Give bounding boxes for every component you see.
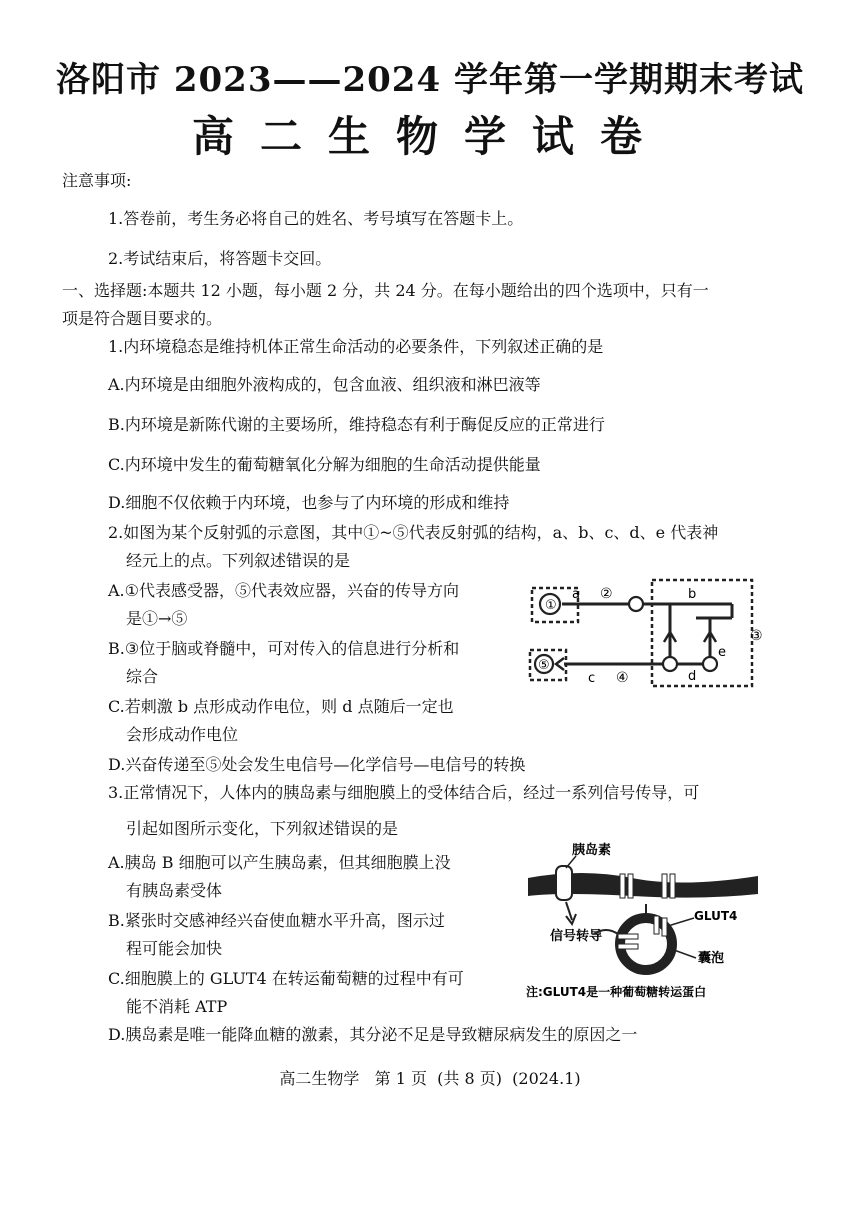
- signal-label: 信号转导: [550, 929, 603, 944]
- glut4-pointer: [668, 918, 694, 926]
- q2-option-b-cont: 综合: [126, 667, 159, 686]
- q2-option-c-cont: 会形成动作电位: [126, 725, 239, 744]
- afferent-ganglion: [629, 597, 643, 611]
- q3-option-a-cont: 有胰岛素受体: [126, 881, 223, 900]
- synapse-node-2: [703, 657, 717, 671]
- q3-option-b: B.紧张时交感神经兴奋使血糖水平升高，图示过: [108, 911, 445, 930]
- label-d: d: [688, 669, 697, 684]
- q3-option-a: A.胰岛 B 细胞可以产生胰岛素，但其细胞膜上没: [108, 853, 451, 872]
- q3-option-b-cont: 程可能会加快: [126, 939, 223, 958]
- figure-note: 注:GLUT4是一种葡萄糖转运蛋白: [526, 985, 707, 999]
- label-b: b: [688, 587, 697, 602]
- q1-option-b: B.内环境是新陈代谢的主要场所，维持稳态有利于酶促反应的正常进行: [108, 415, 605, 434]
- insulin-pointer: [566, 856, 576, 868]
- insulin-receptor: [556, 866, 572, 900]
- label-5: ⑤: [538, 658, 550, 673]
- label-a: a: [572, 587, 580, 602]
- note-item-2: 2.考试结束后，将答题卡交回。: [108, 249, 332, 268]
- vesicle-pointer: [674, 950, 696, 958]
- section-intro: 一、选择题:本题共 12 小题，每小题 2 分，共 24 分。在每小题给出的四个选项中，只有一: [62, 281, 709, 300]
- q1-option-c: C.内环境中发生的葡萄糖氧化分解为细胞的生命活动提供能量: [108, 455, 541, 474]
- glut4-membrane-2: [662, 874, 667, 898]
- label-4: ④: [616, 670, 629, 686]
- synapse-node-1: [663, 657, 677, 671]
- label-3: ③: [750, 628, 763, 644]
- q2-stem-cont: 经元上的点。下列叙述错误的是: [126, 551, 351, 570]
- glut4-vesicle-1: [618, 934, 638, 939]
- q2-option-b: B.③位于脑或脊髓中，可对传入的信息进行分析和: [108, 639, 460, 658]
- glut4-membrane-2b: [670, 874, 675, 898]
- notes-heading: 注意事项:: [62, 171, 132, 190]
- glut4-vesicle-2: [654, 916, 659, 934]
- section-intro-cont: 项是符合题目要求的。: [62, 309, 223, 328]
- reflex-arc-figure: [520, 574, 770, 696]
- vesicle-label: 囊泡: [698, 951, 725, 966]
- q1-option-a: A.内环境是由细胞外液构成的，包含血液、组织液和淋巴液等: [108, 375, 541, 394]
- glut4-membrane-1b: [628, 874, 633, 898]
- q3-stem-cont: 引起如图所示变化，下列叙述错误的是: [126, 819, 399, 838]
- q2-option-d: D.兴奋传递至⑤处会发生电信号—化学信号—电信号的转换: [108, 755, 526, 774]
- page-footer: 高二生物学 第 1 页 (共 8 页) (2024.1): [279, 1069, 581, 1088]
- glut4-vesicle-1b: [618, 944, 638, 949]
- exam-subtitle: 高二生物学试卷: [191, 112, 668, 161]
- q1-stem: 1.内环境稳态是维持机体正常生命活动的必要条件，下列叙述正确的是: [108, 337, 604, 356]
- q2-option-a-cont: 是①→⑤: [126, 609, 188, 628]
- exam-title: 洛阳市 2023——2024 学年第一学期期末考试: [56, 60, 804, 100]
- label-e: e: [718, 645, 726, 660]
- insulin-label: 胰岛素: [572, 843, 612, 858]
- effector-terminal: [556, 658, 564, 670]
- q2-option-c: C.若刺激 b 点形成动作电位，则 d 点随后一定也: [108, 697, 454, 716]
- q1-option-d: D.细胞不仅依赖于内环境，也参与了内环境的形成和维持: [108, 493, 510, 512]
- q3-option-c: C.细胞膜上的 GLUT4 在转运葡萄糖的过程中有可: [108, 969, 464, 988]
- label-1: ①: [545, 598, 557, 613]
- q3-option-d: D.胰岛素是唯一能降血糖的激素，其分泌不足是导致糖尿病发生的原因之一: [108, 1025, 638, 1044]
- q2-option-a: A.①代表感受器，⑤代表效应器，兴奋的传导方向: [108, 581, 459, 600]
- glut4-label: GLUT4: [694, 909, 738, 923]
- q3-stem: 3.正常情况下，人体内的胰岛素与细胞膜上的受体结合后，经过一系列信号传导，可: [108, 783, 700, 802]
- note-item-1: 1.答卷前，考生务必将自己的姓名、考号填写在答题卡上。: [108, 209, 524, 228]
- q3-option-c-cont: 能不消耗 ATP: [126, 997, 228, 1016]
- label-2: ②: [600, 586, 613, 602]
- glut4-vesicle-2b: [662, 918, 667, 936]
- insulin-glut4-figure: [522, 838, 760, 1002]
- glut4-membrane-1: [620, 874, 625, 898]
- q2-stem: 2.如图为某个反射弧的示意图，其中①~⑤代表反射弧的结构，a、b、c、d、e 代表神: [108, 523, 719, 542]
- label-c: c: [588, 671, 596, 686]
